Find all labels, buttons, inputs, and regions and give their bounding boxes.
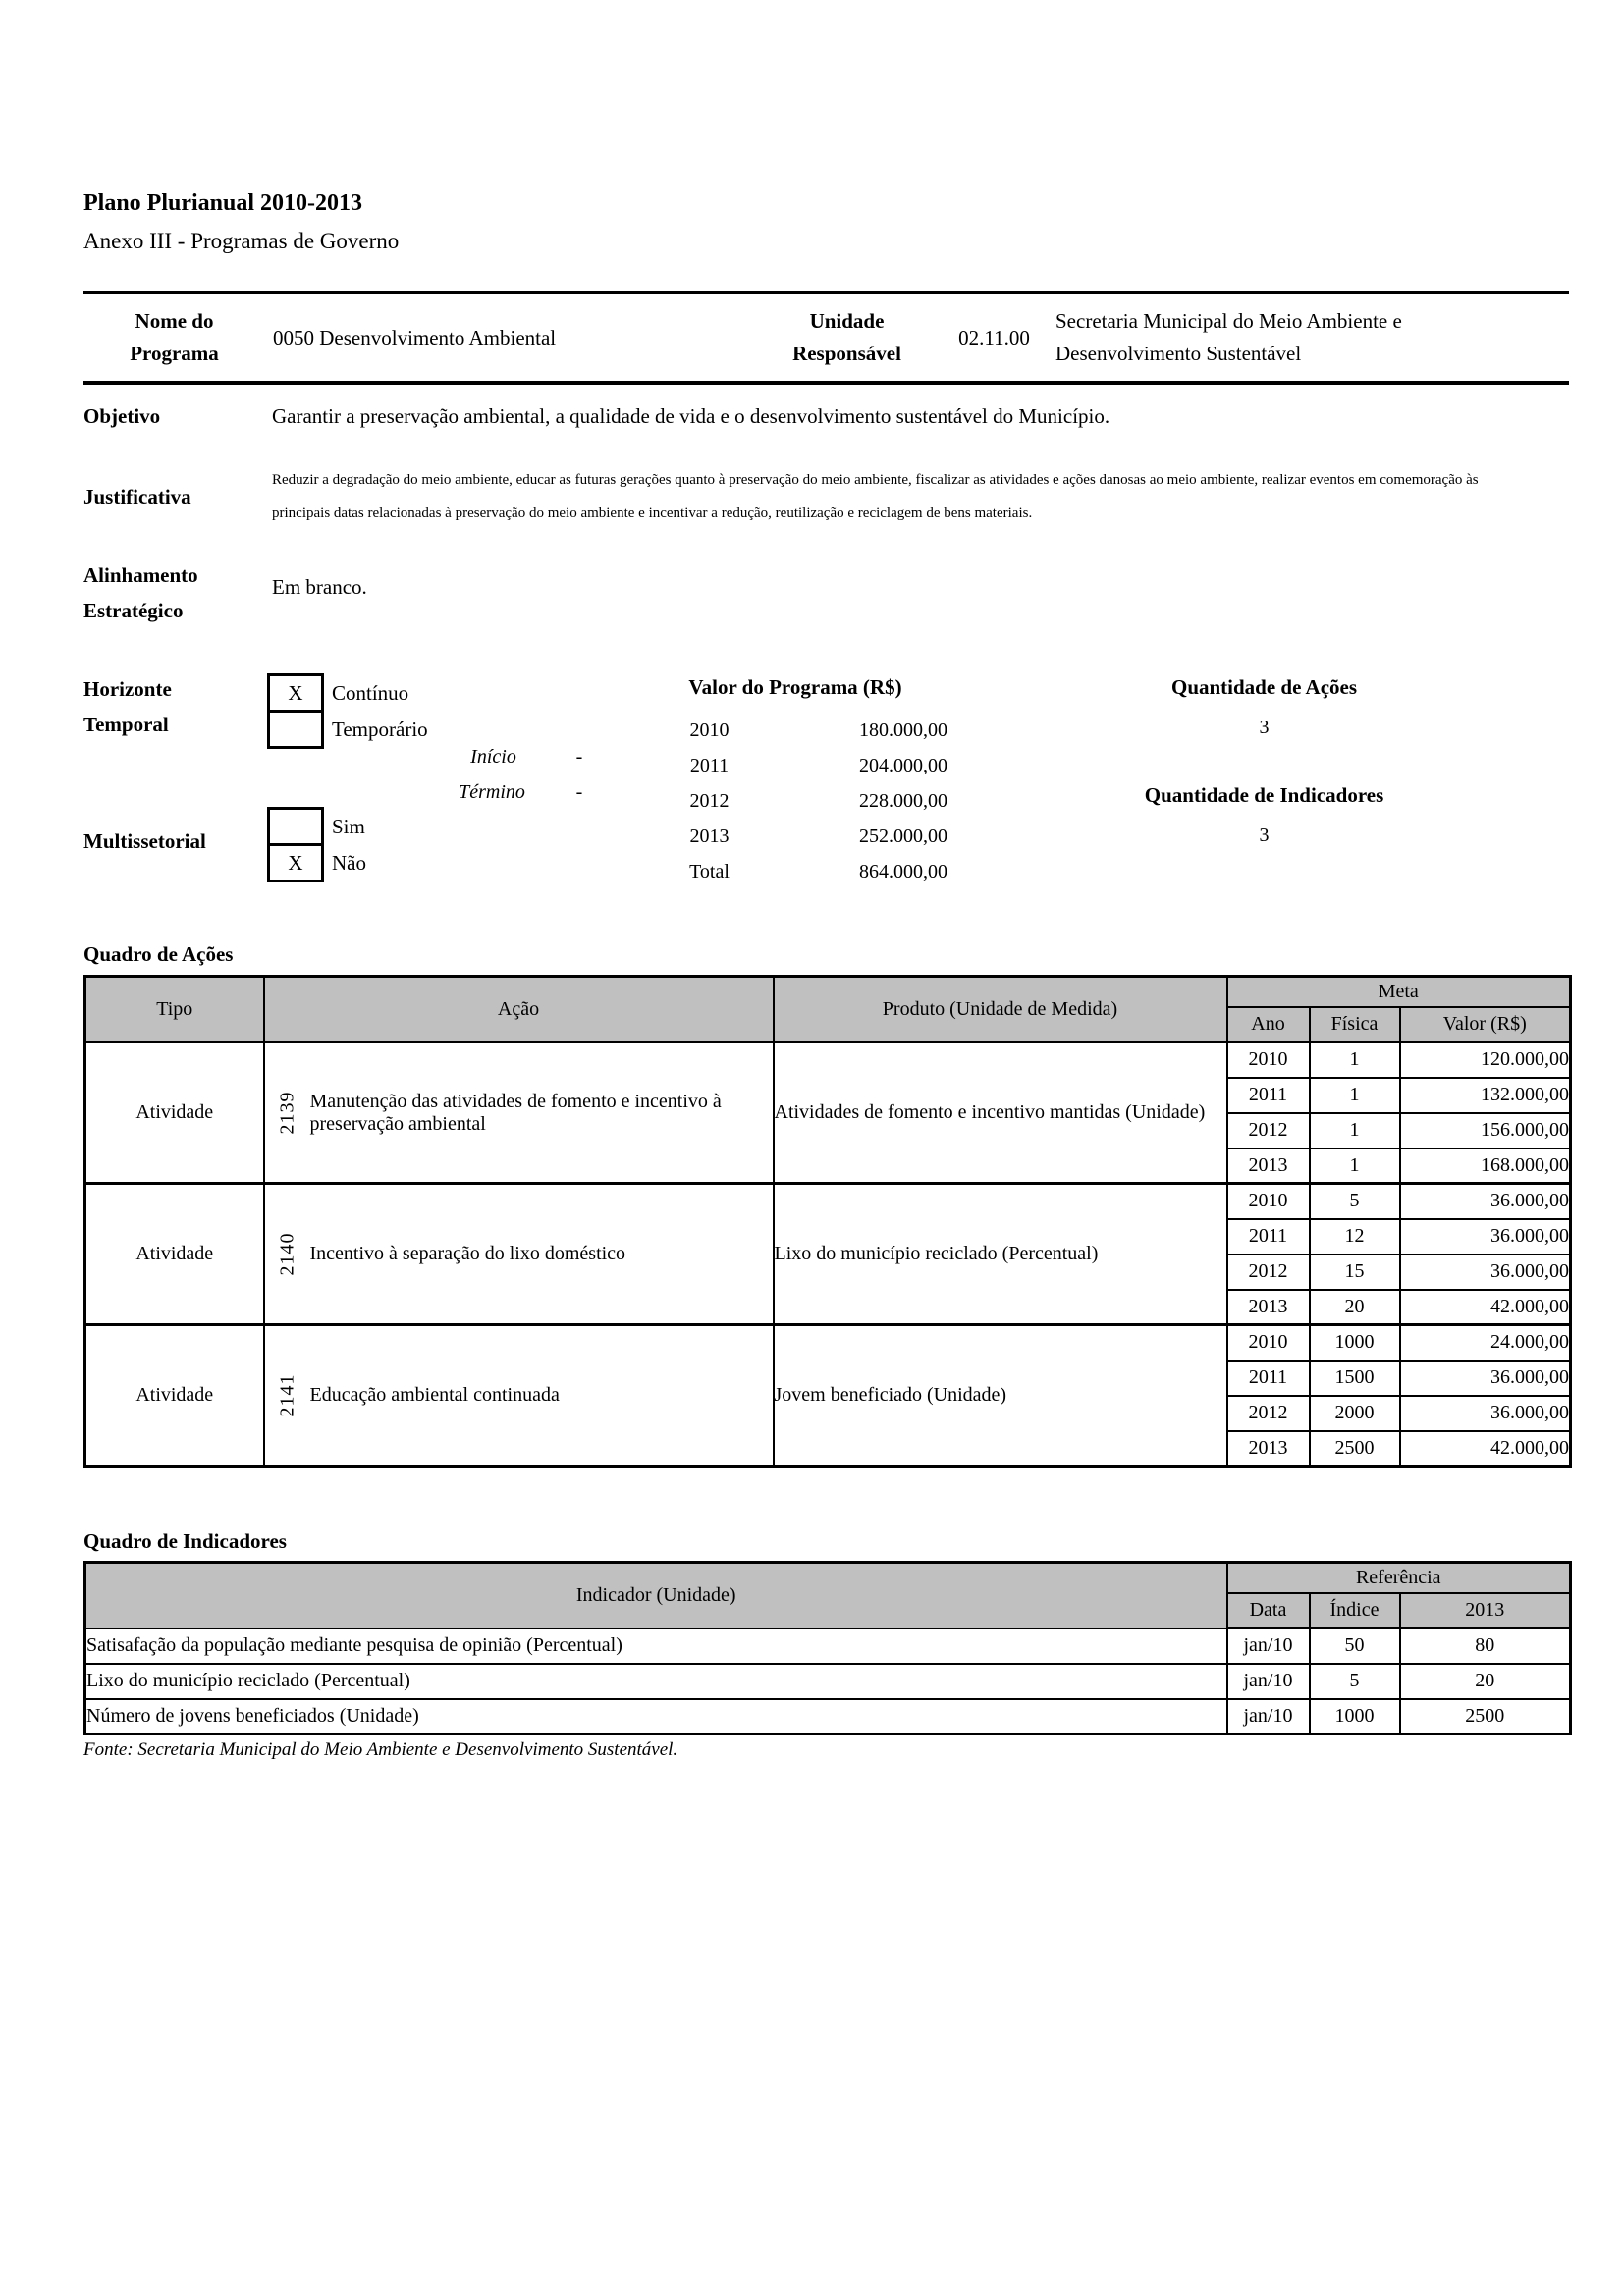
indicador-cell: Número de jovens beneficiados (Unidade) <box>85 1699 1227 1735</box>
valor-amount: 864.000,00 <box>859 860 947 882</box>
header-indice: Índice <box>1310 1593 1400 1629</box>
meta-fisica-cell: 2500 <box>1310 1431 1400 1467</box>
produto-cell: Atividades de fomento e incentivo mantidas (Unidade) <box>774 1042 1227 1184</box>
alinhamento-label: Alinhamento Estratégico <box>83 563 198 622</box>
meta-fisica-cell: 5 <box>1310 1184 1400 1219</box>
valor-row-2012 <box>643 783 947 819</box>
header-ano: Ano <box>1227 1007 1310 1042</box>
indicadores-header-row-1 <box>85 1563 1571 1593</box>
quantidade-indicadores-value: 3 <box>1259 825 1270 846</box>
meta-fisica-cell: 1000 <box>1310 1325 1400 1361</box>
valor-amount: 204.000,00 <box>859 754 947 776</box>
valor-year: 2013 <box>689 825 730 847</box>
header-2013: 2013 <box>1400 1593 1571 1629</box>
indicador-cell: Lixo do município reciclado (Percentual) <box>85 1664 1227 1699</box>
acoes-header-row-1 <box>85 977 1571 1007</box>
meta-fisica-cell: 15 <box>1310 1255 1400 1290</box>
produto-cell: Jovem beneficiado (Unidade) <box>774 1325 1227 1467</box>
meta-valor-cell: 36.000,00 <box>1400 1396 1571 1431</box>
header-indicador: Indicador (Unidade) <box>85 1563 1227 1629</box>
meta-fisica-cell: 1 <box>1310 1148 1400 1184</box>
meta-fisica-cell: 12 <box>1310 1219 1400 1255</box>
termino-value: - <box>575 781 583 803</box>
meta-valor-cell: 156.000,00 <box>1400 1113 1571 1148</box>
meta-fisica-cell: 20 <box>1310 1290 1400 1325</box>
meta-ano-cell: 2012 <box>1227 1113 1310 1148</box>
continuo-checkbox <box>267 673 324 713</box>
header-produto: Produto (Unidade de Medida) <box>774 977 1227 1042</box>
meta-valor-cell: 36.000,00 <box>1400 1361 1571 1396</box>
meta-ano-cell: 2011 <box>1227 1219 1310 1255</box>
acao-codigo-box <box>265 1232 310 1276</box>
valor-row-2013 <box>643 819 947 854</box>
nao-label: Não <box>332 850 366 875</box>
meta-ano-cell: 2010 <box>1227 1325 1310 1361</box>
unit-name: Secretaria Municipal do Meio Ambiente e Desenvolvimento Sustentável <box>1055 309 1402 365</box>
meta-ano-cell: 2010 <box>1227 1042 1310 1078</box>
program-name-value: 0050 Desenvolvimento Ambiental <box>273 325 557 349</box>
header-meta: Meta <box>1227 977 1571 1007</box>
sim-row <box>267 807 366 846</box>
fonte-note: Fonte: Secretaria Municipal do Meio Ambiente e Desenvolvimento Sustentável. <box>83 1739 678 1760</box>
meta-ano-cell: 2013 <box>1227 1431 1310 1467</box>
nao-checkmark: X <box>288 850 303 875</box>
acao-descricao: Manutenção das atividades de fomento e incentivo à preservação ambiental <box>309 1090 722 1135</box>
temporario-label: Temporário <box>332 717 428 741</box>
valor-row-total <box>643 854 947 889</box>
header-referencia: Referência <box>1227 1563 1571 1593</box>
termino-label: Término <box>459 781 525 803</box>
program-name-label: Nome do Programa <box>130 309 219 365</box>
tipo-cell: Atividade <box>85 1184 264 1325</box>
indicador-row <box>85 1629 1571 1664</box>
valor-row-2011 <box>643 748 947 783</box>
program-header-band <box>83 291 1569 385</box>
indicador-2013-cell: 2500 <box>1400 1699 1571 1735</box>
quadro-indicadores-table <box>83 1561 1572 1735</box>
acao-descricao: Incentivo à separação do lixo doméstico <box>309 1243 626 1264</box>
meta-ano-cell: 2012 <box>1227 1396 1310 1431</box>
continuo-checkmark: X <box>288 680 303 705</box>
tipo-cell: Atividade <box>85 1325 264 1467</box>
valor-amount: 180.000,00 <box>859 719 947 741</box>
alinhamento-text: Em branco. <box>272 575 367 599</box>
acao-meta-row <box>85 1184 1571 1219</box>
quadro-acoes-title: Quadro de Ações <box>83 942 234 966</box>
meta-fisica-cell: 1 <box>1310 1078 1400 1113</box>
header-acao: Ação <box>264 977 774 1042</box>
header-valor: Valor (R$) <box>1400 1007 1571 1042</box>
meta-ano-cell: 2011 <box>1227 1078 1310 1113</box>
nao-checkbox <box>267 843 324 882</box>
valor-amount: 228.000,00 <box>859 789 947 812</box>
continuo-row <box>267 673 428 713</box>
header-data: Data <box>1227 1593 1310 1629</box>
meta-valor-cell: 36.000,00 <box>1400 1219 1571 1255</box>
quadro-indicadores-title: Quadro de Indicadores <box>83 1529 287 1553</box>
indicador-indice-cell: 1000 <box>1310 1699 1400 1735</box>
valor-year: Total <box>689 860 730 882</box>
page-title: Plano Plurianual 2010-2013 <box>83 190 363 216</box>
meta-ano-cell: 2013 <box>1227 1290 1310 1325</box>
temporario-row <box>267 710 428 749</box>
valor-row-2010 <box>643 713 947 748</box>
sim-checkbox <box>267 807 324 846</box>
quantidade-acoes-value: 3 <box>1259 717 1270 738</box>
acao-meta-row <box>85 1325 1571 1361</box>
quantidade-indicadores-label: Quantidade de Indicadores <box>1144 783 1384 807</box>
meta-valor-cell: 42.000,00 <box>1400 1431 1571 1467</box>
indicador-row <box>85 1664 1571 1699</box>
meta-fisica-cell: 1500 <box>1310 1361 1400 1396</box>
temporario-checkbox <box>267 710 324 749</box>
acao-codigo: 2141 <box>276 1373 298 1417</box>
quadro-acoes-table <box>83 975 1572 1468</box>
continuo-label: Contínuo <box>332 680 409 705</box>
objetivo-label: Objetivo <box>83 404 161 428</box>
meta-fisica-cell: 1 <box>1310 1042 1400 1078</box>
nao-row <box>267 843 366 882</box>
multissetorial-label: Multissetorial <box>83 829 206 853</box>
acao-cell <box>264 1042 774 1184</box>
valor-year: 2011 <box>689 754 730 776</box>
valor-amount: 252.000,00 <box>859 825 947 847</box>
header-fisica: Física <box>1310 1007 1400 1042</box>
valor-year: 2010 <box>689 719 730 741</box>
meta-valor-cell: 36.000,00 <box>1400 1255 1571 1290</box>
unit-label: Unidade Responsável <box>792 309 901 365</box>
indicador-2013-cell: 80 <box>1400 1629 1571 1664</box>
acao-codigo-box <box>265 1373 310 1417</box>
acao-meta-row <box>85 1042 1571 1078</box>
sim-label: Sim <box>332 814 365 838</box>
meta-ano-cell: 2011 <box>1227 1361 1310 1396</box>
indicador-row <box>85 1699 1571 1735</box>
valor-programa-title: Valor do Programa (R$) <box>688 675 902 699</box>
acao-codigo: 2139 <box>276 1091 298 1135</box>
meta-fisica-cell: 2000 <box>1310 1396 1400 1431</box>
meta-valor-cell: 42.000,00 <box>1400 1290 1571 1325</box>
horizonte-checkboxes <box>267 673 428 749</box>
multissetorial-checkboxes <box>267 807 366 882</box>
horizonte-temporal-label: Horizonte Temporal <box>83 677 172 736</box>
page-subtitle: Anexo III - Programas de Governo <box>83 229 400 253</box>
produto-cell: Lixo do município reciclado (Percentual) <box>774 1184 1227 1325</box>
indicador-data-cell: jan/10 <box>1227 1629 1310 1664</box>
valor-programa-rows <box>643 713 947 889</box>
meta-valor-cell: 120.000,00 <box>1400 1042 1571 1078</box>
indicador-cell: Satisafação da população mediante pesquisa de opinião (Percentual) <box>85 1629 1227 1664</box>
meta-ano-cell: 2013 <box>1227 1148 1310 1184</box>
objetivo-text: Garantir a preservação ambiental, a qualidade de vida e o desenvolvimento sustentável do Município. <box>272 404 1110 428</box>
indicador-2013-cell: 20 <box>1400 1664 1571 1699</box>
acao-codigo-box <box>265 1091 310 1135</box>
meta-valor-cell: 24.000,00 <box>1400 1325 1571 1361</box>
meta-ano-cell: 2012 <box>1227 1255 1310 1290</box>
meta-fisica-cell: 1 <box>1310 1113 1400 1148</box>
acao-codigo: 2140 <box>276 1232 298 1276</box>
justificativa-text: Reduzir a degradação do meio ambiente, educar as futuras gerações quanto à preservação do meio ambiente, fiscalizar as atividades e ações danosas ao meio ambiente, realizar eventos em comemoração às principais datas relacionadas à preservação do meio ambiente e incentivar a redução, reutilização e reciclagem de bens materiais. <box>272 472 1479 521</box>
indicador-indice-cell: 50 <box>1310 1629 1400 1664</box>
unit-code: 02.11.00 <box>958 325 1030 349</box>
inicio-label: Início <box>470 746 516 768</box>
tipo-cell: Atividade <box>85 1042 264 1184</box>
meta-ano-cell: 2010 <box>1227 1184 1310 1219</box>
header-tipo: Tipo <box>85 977 264 1042</box>
indicador-indice-cell: 5 <box>1310 1664 1400 1699</box>
meta-valor-cell: 132.000,00 <box>1400 1078 1571 1113</box>
indicador-data-cell: jan/10 <box>1227 1699 1310 1735</box>
acao-descricao: Educação ambiental continuada <box>309 1384 560 1406</box>
acao-cell <box>264 1325 774 1467</box>
valor-year: 2012 <box>689 789 730 812</box>
quantidade-acoes-label: Quantidade de Ações <box>1170 675 1358 699</box>
meta-valor-cell: 168.000,00 <box>1400 1148 1571 1184</box>
inicio-value: - <box>575 746 583 768</box>
acao-cell <box>264 1184 774 1325</box>
meta-valor-cell: 36.000,00 <box>1400 1184 1571 1219</box>
indicador-data-cell: jan/10 <box>1227 1664 1310 1699</box>
justificativa-label: Justificativa <box>83 485 191 508</box>
